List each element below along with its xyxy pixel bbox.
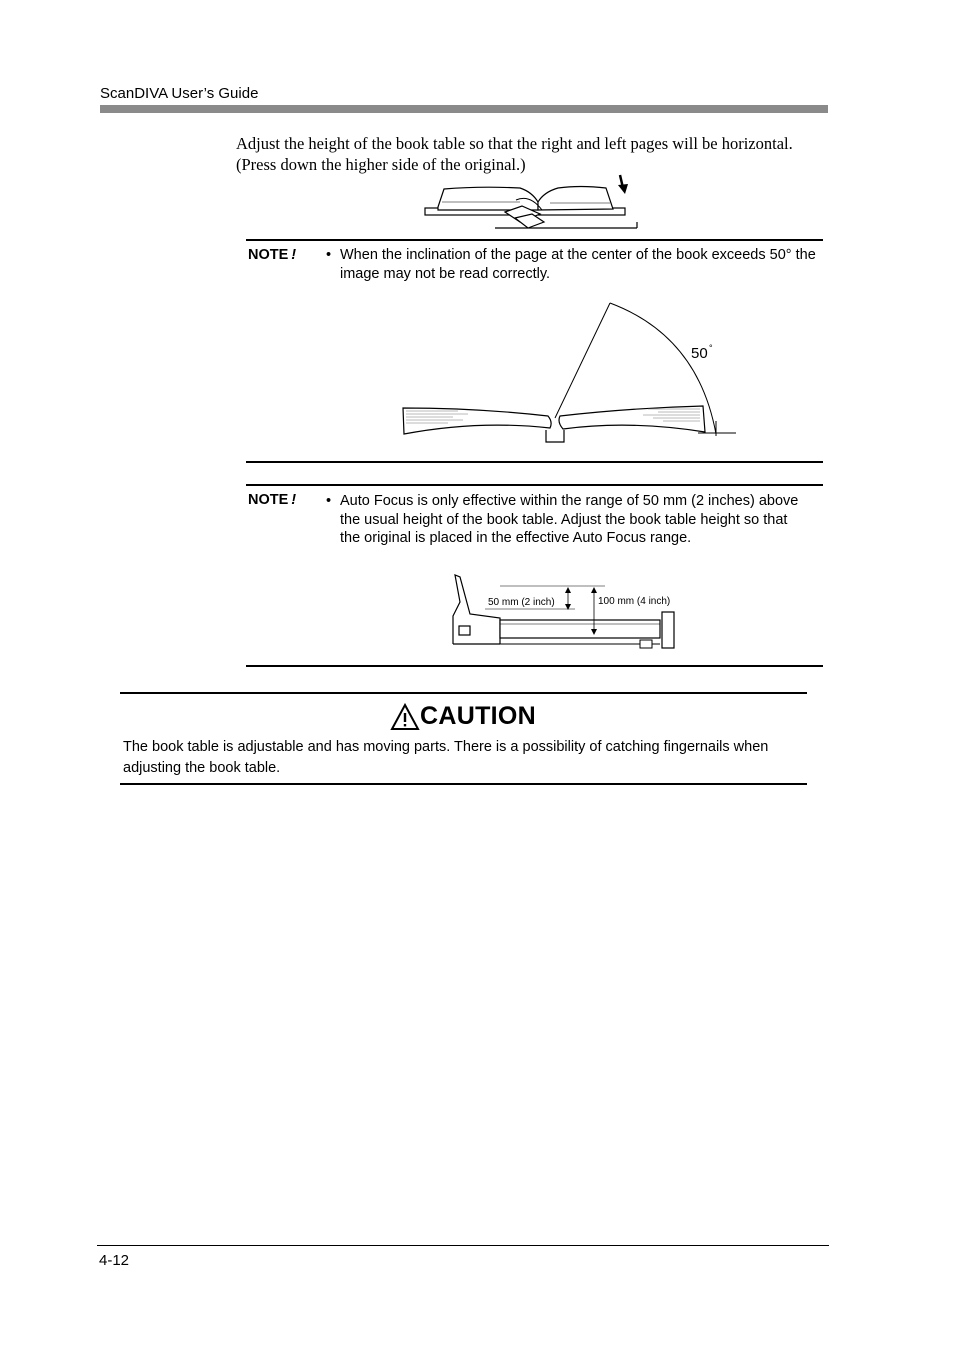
note2-text: Auto Focus is only effective within the range of 50 mm (2 inches) above the usual height of the book table. Adjust the book table height so that the original is placed in the effective Auto Focus range. [340,493,799,546]
auto-focus-range-figure [450,572,680,652]
note1-bullet-item [326,246,820,283]
book-press-down-figure [420,170,645,232]
header-bar [100,105,828,113]
note1-exclamation: ! [291,247,297,263]
angle-label: 50 [691,345,708,362]
degree-symbol: ° [709,343,713,353]
caution-bottom-rule [120,783,807,785]
note2-label [248,492,296,508]
note2-label-text: NOTE [248,492,289,508]
warning-triangle-icon [390,703,420,731]
note2-bottom-rule [246,665,823,667]
intro-line-1: Adjust the height of the book table so that the right and left pages will be horizontal. [236,134,793,153]
label-50mm: 50 mm (2 inch) [488,597,555,608]
caution-text: The book table is adjustable and has moving parts. There is a possibility of catching fingernails when adjusting the book table. [123,739,769,776]
bullet-icon: • [326,493,332,509]
intro-line-2: (Press down the higher side of the original.) [236,155,526,174]
intro-paragraph [236,133,836,175]
note1-label [248,247,296,263]
caution-top-rule [120,692,807,694]
note1-bottom-rule [246,461,823,463]
note2-top-rule [246,484,823,486]
caution-title: CAUTION [420,702,536,730]
label-100mm: 100 mm (4 inch) [598,596,671,607]
page-inclination-figure [398,296,743,448]
note1-top-rule [246,239,823,241]
note2-exclamation: ! [291,492,297,508]
note1-label-text: NOTE [248,247,289,263]
caution-heading [390,702,536,731]
running-header-title: ScanDIVA User’s Guide [100,85,259,102]
note2-bullet-item [326,492,810,548]
bullet-icon: • [326,247,332,263]
note1-text: When the inclination of the page at the center of the book exceeds 50° the image may not be read correctly. [340,247,816,282]
page-number: 4-12 [99,1252,130,1269]
footer-rule [97,1245,829,1246]
